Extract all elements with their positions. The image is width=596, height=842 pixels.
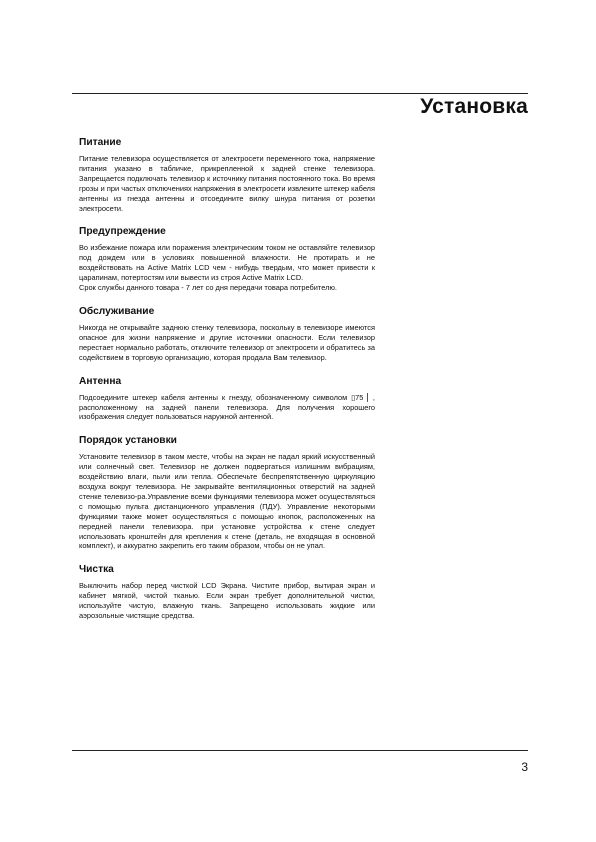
section-antenna — [79, 376, 375, 423]
section-cleaning — [79, 564, 375, 621]
section-power — [79, 137, 375, 213]
section-heading: Питание — [79, 137, 122, 148]
section-body — [79, 154, 375, 213]
paragraph: Срок службы данного товара - 7 лет со дня передачи товара потребителю. — [79, 283, 337, 293]
section-heading: Обслуживание — [79, 305, 155, 317]
section-installation — [79, 435, 375, 551]
paragraph: Установите телевизор в таком месте, чтобы на экран не падал яркий искусственный или солнечный свет. Телевизор не должен подвергаться излишним вибрациям, воздействию влаги, пыли или тепла. Обеспечьте беспрепятственную циркуляцию воздуха вокруг телевизора. Не закрывайте вентиляционных отверстий на задней стенке телевизо-ра.Управление всеми функциями телевизора может осуществляться с помощью пульта дистанционного управления (ПДУ). Управление некоторыми функциями также может осуществляться с помощью кнопок, расположенных на передней панели телевизора. при установке устройства к стене следует использовать кронштейн для крепления к стене (деталь, не входящая в основной комплект), и аккуратно закрепить его таким образом, чтобы он не упал. — [79, 452, 375, 551]
bottom-rule — [72, 750, 528, 751]
section-heading: Порядок установки — [79, 435, 177, 447]
page-number: 3 — [521, 760, 528, 774]
section-heading: Чистка — [79, 564, 114, 576]
paragraph: Питание телевизора осуществляется от электросети переменного тока, напряжение питания указано в табличке, прикрепленной к задней стенке телевизора. Запрещается подключать телевизор к источнику питания постоянного тока. Во время грозы и при частых отключениях напряжения в электросети извлеките штекер кабеля антенны из гнезда антенны и отсоедините вилку шнура питания от розетки электросети. — [79, 154, 375, 213]
paragraph: Подсоедините штекер кабеля антенны к гнезду, обозначенному символом ▯75 ▏, расположенному на задней панели телевизора. Для получения хорошего изображения следует пользоваться наружной антенной. — [79, 392, 375, 422]
section-body — [79, 581, 375, 621]
section-heading: Предупреждение — [79, 226, 166, 238]
paragraph: Выключить набор перед чисткой LCD Экрана. Чистите прибор, вытирая экран и кабинет мягкой, чистой тканью. Если экран требует дополнительной чистки, используйте чистую, влажную ткань. Запрещено использовать жидкие или аэрозольные чистящие средства. — [79, 581, 375, 621]
paragraph: Никогда не открывайте заднюю стенку телевизора, поскольку в телевизоре имеются опасное для жизни напряжение и другие источники опасности. Если телевизор перестает нормально работать, отключите телевизор от электросети и обратитесь за содействием в торговую организацию, которая продала Вам телевизор. — [79, 322, 375, 362]
section-body — [79, 323, 375, 363]
content-column — [79, 137, 375, 634]
section-service — [79, 306, 375, 363]
section-warning — [79, 226, 375, 293]
page-title: Установка — [420, 95, 528, 118]
paragraph: Во избежание пожара или поражения электрическим током не оставляйте телевизор под дождем или в условиях повышенной влажности. Не протирать и не воздействовать на Active Matrix LCD чем - нибудь твердым, что может привести к царапинам, потертостям или вывести из строя Active Matrix LCD. — [79, 243, 375, 283]
section-body — [79, 452, 375, 551]
section-body — [79, 243, 375, 293]
top-rule — [72, 93, 528, 94]
section-heading: Антенна — [79, 375, 122, 387]
section-body — [79, 393, 375, 423]
